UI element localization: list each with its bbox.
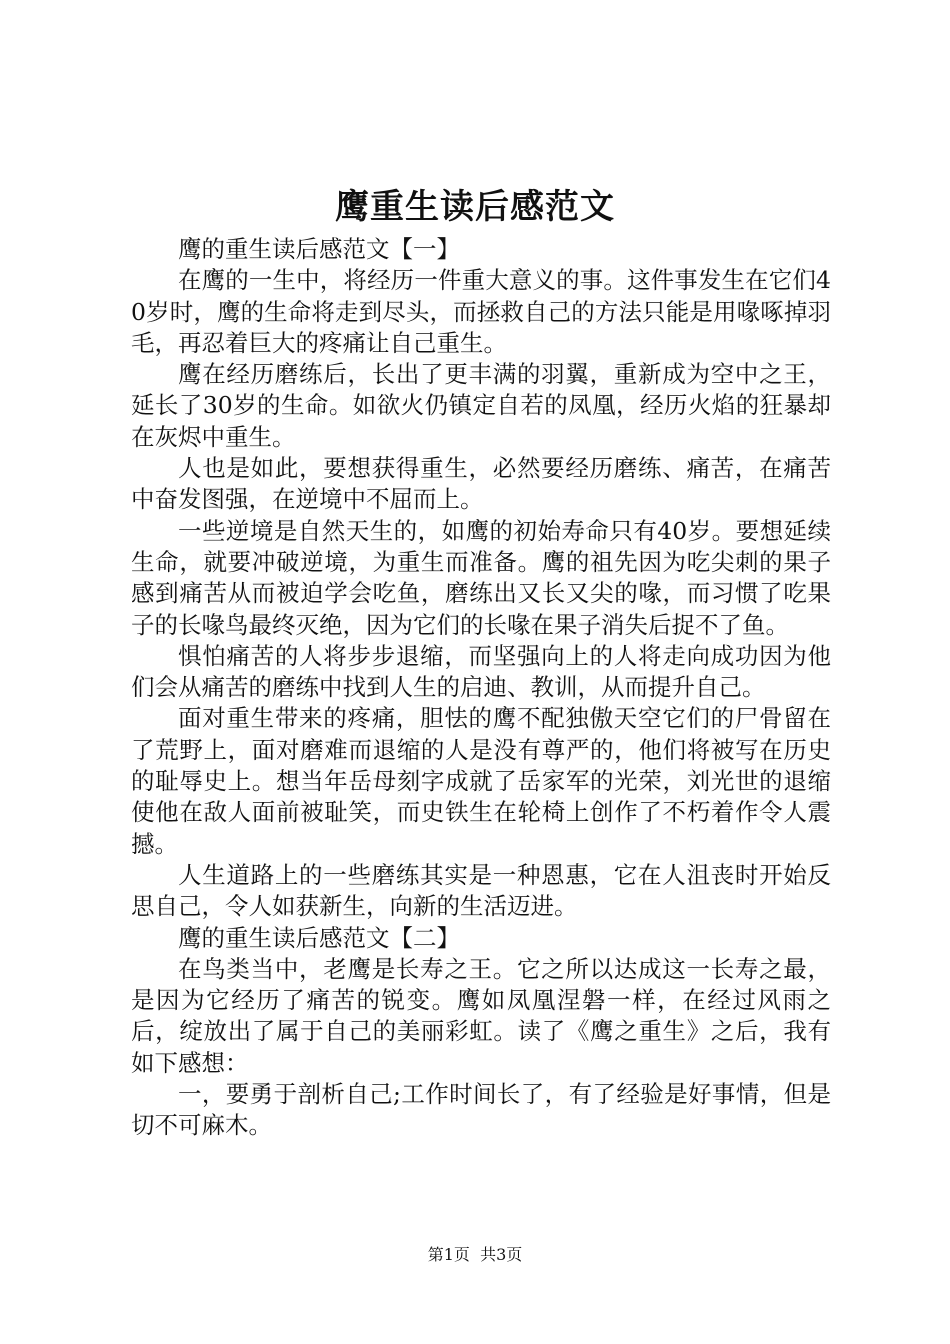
document-body bbox=[131, 234, 831, 1142]
section-heading-1: 鹰的重生读后感范文【一】 bbox=[178, 235, 460, 263]
paragraph: 一些逆境是自然天生的，如鹰的初始寿命只有40岁。要想延续生命，就要冲破逆境，为重生而准备。鹰的祖先因为吃尖刺的果子感到痛苦从而被迫学会吃鱼，磨练出又长又尖的喙，而习惯了吃果子的长喙鸟最终灭绝，因为它们的长喙在果子消失后捉不了鱼。 bbox=[131, 516, 831, 639]
section-heading-2: 鹰的重生读后感范文【二】 bbox=[178, 923, 460, 952]
paragraph: 鹰在经历磨练后，长出了更丰满的羽翼，重新成为空中之王，延长了30岁的生命。如欲火仍镇定自若的凤凰，经历火焰的狂暴却在灰烬中重生。 bbox=[131, 360, 831, 451]
paragraph: 在鸟类当中，老鹰是长寿之王。它之所以达成这一长寿之最，是因为它经历了痛苦的锐变。鹰如凤凰涅磐一样，在经过风雨之后，绽放出了属于自己的美丽彩虹。读了《鹰之重生》之后，我有如下感想： bbox=[131, 954, 831, 1077]
paragraph: 一，要勇于剖析自己;工作时间长了，有了经验是好事情，但是切不可麻木。 bbox=[131, 1080, 831, 1140]
paragraph: 面对重生带来的疼痛，胆怯的鹰不配独傲天空它们的尸骨留在了荒野上，面对磨难而退缩的人是没有尊严的，他们将被写在历史的耻辱史上。想当年岳母刻字成就了岳家军的光荣，刘光世的退缩使他在敌人面前被耻笑，而史铁生在轮椅上创作了不朽着作令人震撼。 bbox=[131, 704, 831, 858]
document-title: 鹰重生读后感范文 bbox=[335, 187, 615, 227]
page-footer bbox=[0, 1243, 950, 1267]
paragraph: 在鹰的一生中，将经历一件重大意义的事。这件事发生在它们40岁时，鹰的生命将走到尽头，而拯救自己的方法只能是用喙啄掉羽毛，再忍着巨大的疼痛让自己重生。 bbox=[131, 266, 831, 357]
page-number: 第1页 共3页 bbox=[427, 1245, 523, 1264]
paragraph: 人也是如此，要想获得重生，必然要经历磨练、痛苦，在痛苦中奋发图强，在逆境中不屈而上。 bbox=[131, 454, 831, 514]
paragraph: 人生道路上的一些磨练其实是一种恩惠，它在人沮丧时开始反思自己，令人如获新生，向新的生活迈进。 bbox=[131, 860, 831, 921]
paragraph: 惧怕痛苦的人将步步退缩，而坚强向上的人将走向成功因为他们会从痛苦的磨练中找到人生的启迪、教训，从而提升自己。 bbox=[131, 641, 831, 702]
